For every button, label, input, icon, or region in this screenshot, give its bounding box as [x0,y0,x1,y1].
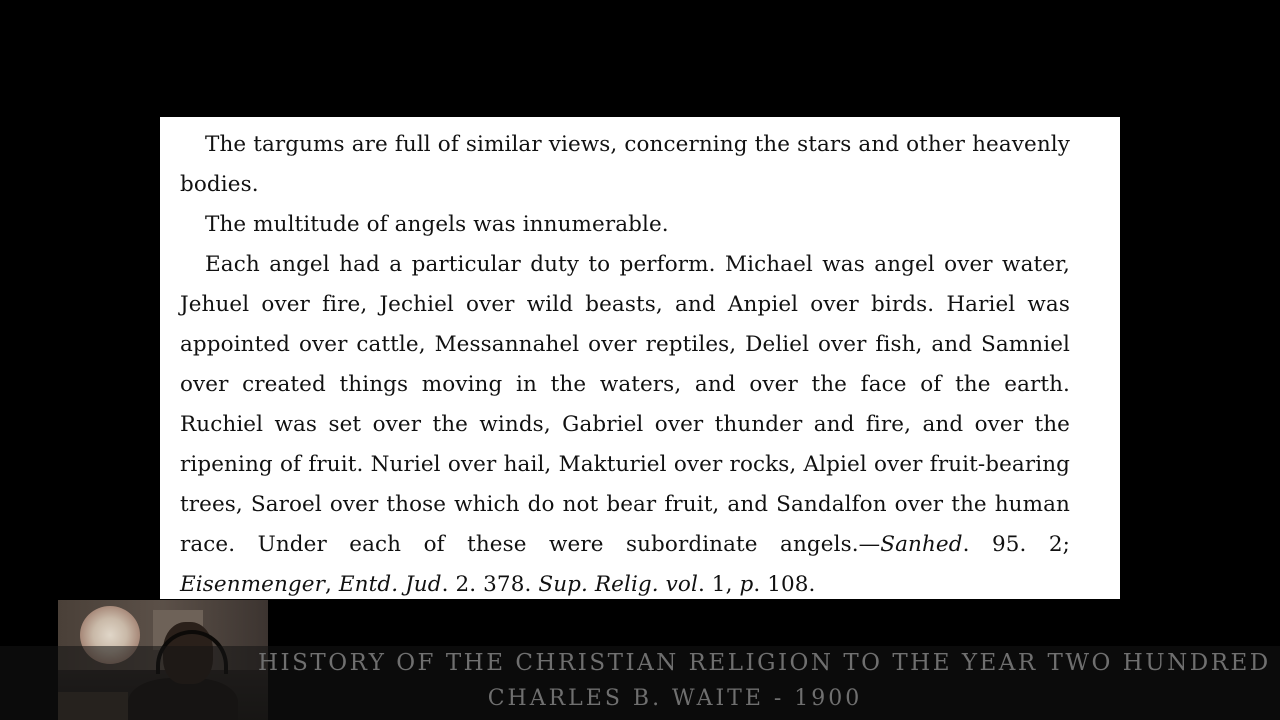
paragraph-angel-duties [180,245,1070,599]
citation-sanhed-ref: . 95. 2 [962,532,1063,557]
paragraph-targums: The targums are full of similar views, concerning the stars and other heavenly bodies. [180,132,1070,197]
paragraph-multitude: The multitude of angels was innumerable. [205,212,669,237]
book-page-scan [160,117,1120,599]
citation-sanhed: Sanhed [880,532,963,557]
citation-entd: Entd. Jud [338,572,442,597]
citation-page-ref: . 108. [753,572,816,597]
citation-eisenmenger: Eisenmenger [180,572,325,597]
citation-page: p [739,572,754,597]
citation-separator: ; [1062,532,1070,557]
page-text [180,125,1070,599]
book-title-caption: HISTORY OF THE CHRISTIAN RELIGION TO THE YEAR TWO HUNDRED [258,650,1271,676]
angel-duties-text: Each angel had a particular duty to perform. Michael was angel over water, Jehuel over fire, Jechiel over wild beasts, and Anpiel over birds. Hariel was appointed over cattle, Messannahel over reptiles, Deliel over fish, and Samniel over created things moving in the waters, and over the face of the earth. Ruchiel was set over the winds, Gabriel over thunder and fire, and over the ripening of fruit. Nuriel over hail, Makturiel over rocks, Alpiel over fruit-bearing trees, Saroel over those which do not bear fruit, and Sandalfon over the human race. Under each of these were subordinate angels. [180,252,1070,557]
citation-dash: — [858,532,881,557]
citation-sup-relig: Sup. Relig. vol [538,572,698,597]
citation-entd-ref: . 2. 378. [441,572,539,597]
citation-separator: , [325,572,339,597]
citation-sup-ref: . 1, [697,572,740,597]
book-author-caption: CHARLES B. WAITE - 1900 [487,686,863,711]
